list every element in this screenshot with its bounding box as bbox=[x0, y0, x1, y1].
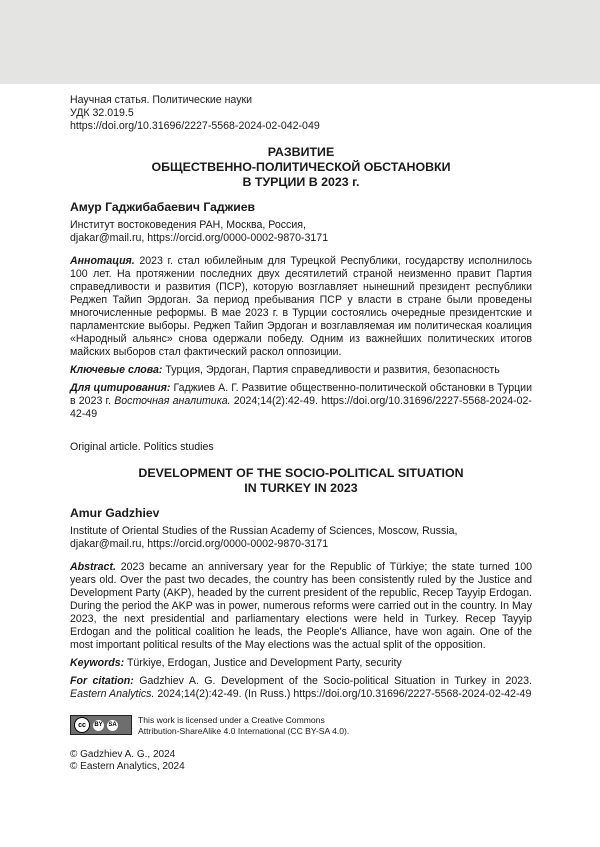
ru-abstract bbox=[70, 255, 532, 359]
en-title-line: DEVELOPMENT OF THE SOCIO-POLITICAL SITUATION bbox=[138, 466, 464, 480]
cc-by-sa-badge[interactable] bbox=[70, 715, 132, 735]
cc-icon: cc bbox=[74, 717, 90, 733]
en-title bbox=[70, 466, 532, 496]
en-contacts[interactable]: djakar@mail.ru, https://orcid.org/0000-0002-9870-3171 bbox=[70, 538, 329, 550]
article-meta bbox=[70, 94, 532, 133]
ru-abstract-text: 2023 г. стал юбилейным для Турецкой Республики, государству исполнилось 100 лет. На протяжении последних двух десятилетий страной неизменно правит Партия справедливости и развития (ПСР), которую возглавляет нынешний президент республики Реджеп Тайип Эрдоган. За период пребывания ПСР у власти в стране были проведены многочисленные реформы. В мае 2023 г. в Турции состоялись очередные президентские и парламентские выборы. Реджеп Тайип Эрдоган и возглавляемая им политическая коалиция «Народный альянс» снова одержали победу. Одним из важнейших политических итогов майских выборов стал фактический раскол оппозиции. bbox=[70, 255, 532, 358]
ru-citation bbox=[70, 382, 532, 421]
header-band bbox=[0, 0, 600, 84]
en-article-type: Original article. Politics studies bbox=[70, 441, 214, 453]
ru-affiliation: Институт востоковедения РАН, Москва, Россия, bbox=[70, 219, 306, 231]
en-keywords-label: Keywords: bbox=[70, 657, 125, 669]
ru-keywords-text: Турция, Эрдоган, Партия справедливости и развития, безопасность bbox=[165, 364, 500, 376]
ru-keywords bbox=[70, 364, 532, 377]
ru-contacts[interactable]: djakar@mail.ru, https://orcid.org/0000-0002-9870-3171 bbox=[70, 232, 329, 244]
en-citation bbox=[70, 675, 532, 701]
ru-citation-label: Для цитирования: bbox=[70, 382, 171, 394]
en-affiliation: Institute of Oriental Studies of the Russian Academy of Sciences, Moscow, Russia, bbox=[70, 525, 458, 537]
ru-citation-doi[interactable]: 2024;14(2):42-49. https://doi.org/10.31696/2227-5568-2024-02-42-49 bbox=[70, 395, 532, 420]
article-type: Научная статья. Политические науки bbox=[70, 94, 253, 106]
en-keywords bbox=[70, 657, 532, 670]
ru-citation-text: Гаджиев А. Г. Развитие общественно-политической обстановки в Турции в 2023 г. bbox=[70, 382, 532, 407]
license-text bbox=[138, 715, 349, 737]
udk-code: УДК 32.019.5 bbox=[70, 107, 134, 119]
en-keywords-text: Türkiye, Erdogan, Justice and Development Party, security bbox=[126, 657, 402, 669]
copyright-journal: © Eastern Analytics, 2024 bbox=[70, 761, 185, 772]
share-alike-icon: SA bbox=[107, 720, 118, 731]
en-citation-label: For citation: bbox=[70, 675, 134, 687]
ru-affiliation-block bbox=[70, 219, 532, 245]
ru-title bbox=[70, 145, 532, 190]
attribution-icon: BY bbox=[93, 720, 104, 731]
license-line: Attribution-ShareAlike 4.0 International (CC BY-SA 4.0). bbox=[138, 726, 350, 736]
ru-title-line: РАЗВИТИЕ bbox=[267, 145, 335, 159]
en-citation-doi[interactable]: 2024;14(2):42-49. (In Russ.) https://doi.org/10.31696/2227-5568-2024-02-42-49 bbox=[157, 688, 532, 700]
en-citation-journal: Eastern Analytics. bbox=[70, 688, 155, 700]
license-line: This work is licensed under a Creative Commons bbox=[138, 715, 325, 725]
en-abstract bbox=[70, 561, 532, 652]
en-citation-text: Gadzhiev A. G. Development of the Socio-political Situation in Turkey in 2023. bbox=[139, 675, 532, 687]
ru-author: Амур Гаджибабаевич Гаджиев bbox=[70, 200, 256, 214]
ru-title-line: ОБЩЕСТВЕННО-ПОЛИТИЧЕСКОЙ ОБСТАНОВКИ bbox=[151, 160, 451, 174]
copyright-author: © Gadzhiev A. G., 2024 bbox=[70, 749, 176, 760]
en-abstract-label: Abstract. bbox=[70, 561, 116, 573]
copyright-block bbox=[70, 749, 532, 773]
article-first-page bbox=[70, 94, 532, 773]
en-title-line: IN TURKEY IN 2023 bbox=[244, 481, 358, 495]
en-author: Amur Gadzhiev bbox=[70, 506, 160, 520]
en-abstract-text: 2023 became an anniversary year for the Republic of Türkiye; the state turned 100 years old. Over the past two decades, the country has been consistently ruled by the Justice and Development Party (AKP), headed by the current president of the republic, Recep Tayyip Erdogan. During the period the AKP was in power, numerous reforms were carried out in the country. In May 2023, the next presidential and parliamentary elections were held in Turkey. Recep Tayyip Erdogan and the political coalition he leads, the People's Alliance, have won again. One of the most important political results of the May elections was the actual split of the opposition. bbox=[70, 561, 533, 651]
ru-title-line: В ТУРЦИИ В 2023 г. bbox=[242, 175, 360, 189]
en-affiliation-block bbox=[70, 525, 532, 551]
ru-citation-journal: Восточная аналитика. bbox=[114, 395, 231, 407]
ru-abstract-label: Аннотация. bbox=[70, 255, 135, 267]
ru-keywords-label: Ключевые слова: bbox=[70, 364, 163, 376]
doi-link[interactable]: https://doi.org/10.31696/2227-5568-2024-02-042-049 bbox=[70, 120, 320, 132]
license-block bbox=[70, 715, 532, 737]
